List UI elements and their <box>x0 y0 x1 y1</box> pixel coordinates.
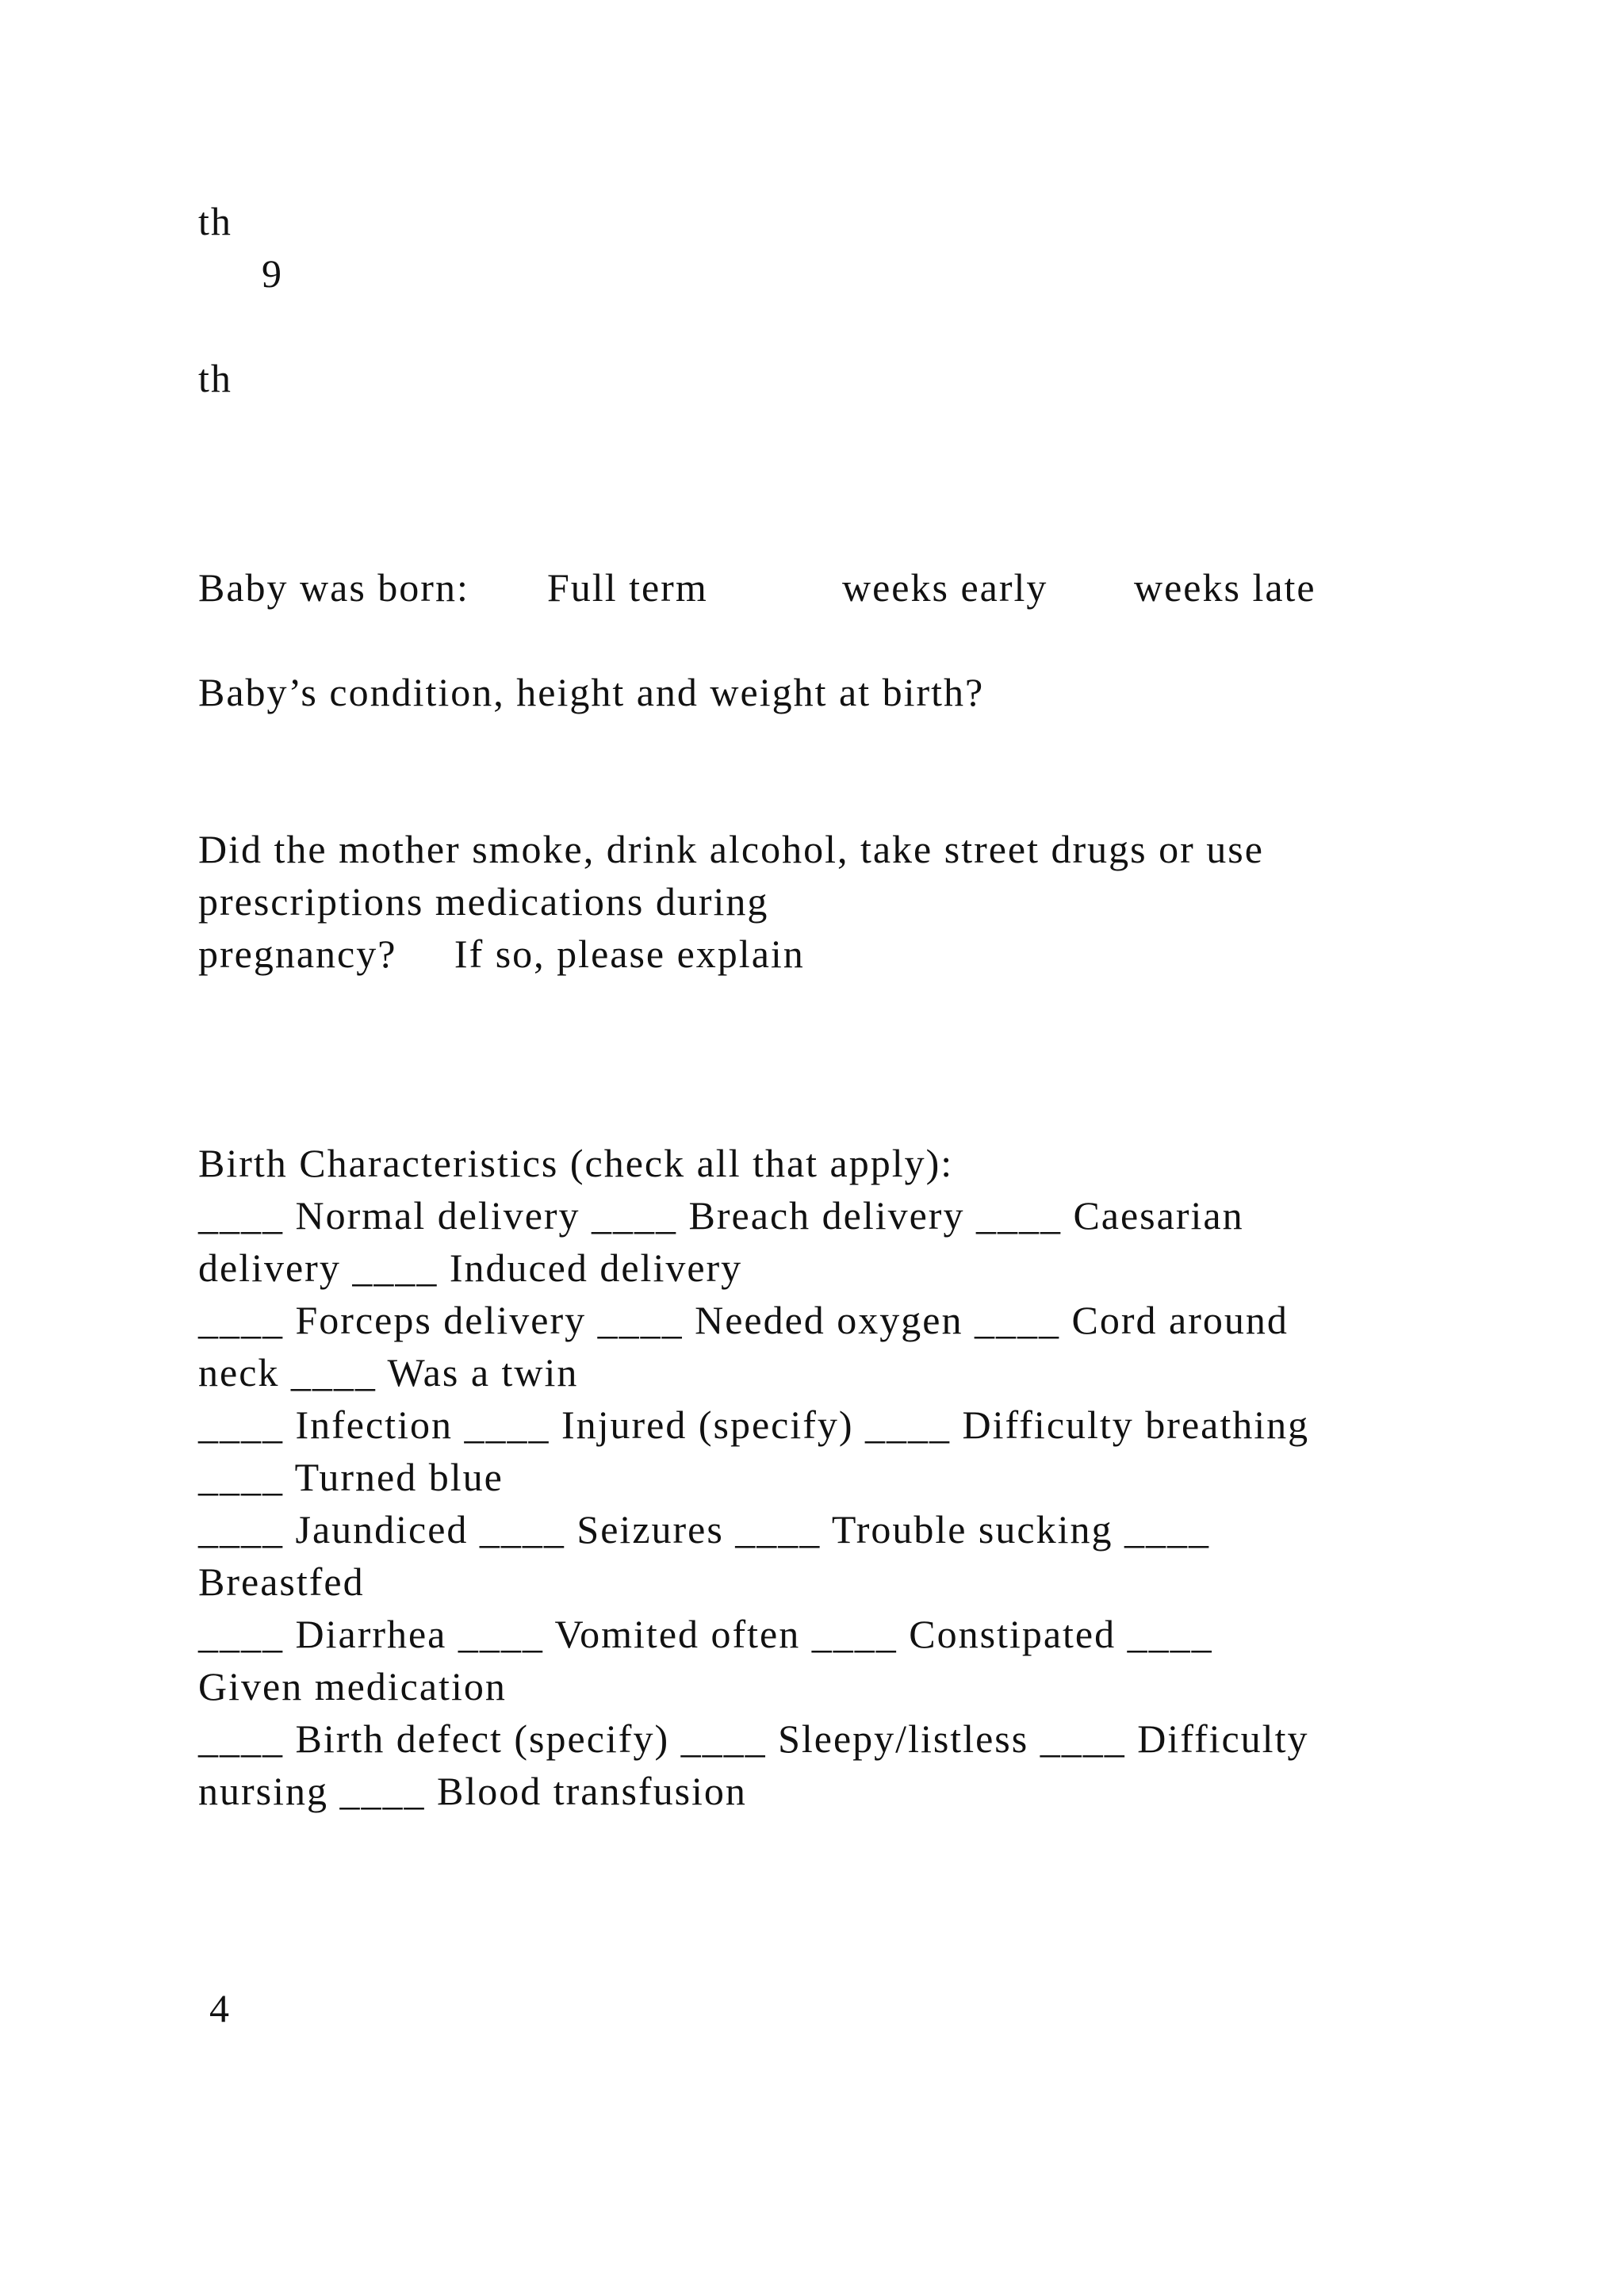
birth-characteristics-line: ____ Diarrhea ____ Vomited often ____ Constipated ____ <box>198 1612 1213 1656</box>
born-option-full-term: Full term <box>547 565 708 610</box>
mother-question-line-1: Did the mother smoke, drink alcohol, take street drugs or use <box>198 827 1264 871</box>
ordinal-fragment-9: 9 <box>262 251 283 296</box>
mother-question-line-3: pregnancy? If so, please explain <box>198 932 805 976</box>
birth-characteristics-line: ____ Forceps delivery ____ Needed oxygen ____ Cord around <box>198 1298 1289 1342</box>
birth-characteristics-line: ____ Turned blue <box>198 1455 504 1499</box>
mother-question-line-2: prescriptions medications during <box>198 879 769 924</box>
birth-characteristics-line: neck ____ Was a twin <box>198 1350 579 1395</box>
ordinal-fragment-th-2: th <box>198 356 232 400</box>
birth-characteristics-line: ____ Birth defect (specify) ____ Sleepy/listless ____ Difficulty <box>198 1716 1309 1761</box>
born-option-weeks-late: weeks late <box>1134 565 1316 610</box>
birth-characteristics-line: ____ Infection ____ Injured (specify) ____ Difficulty breathing <box>198 1402 1310 1447</box>
birth-characteristics-heading: Birth Characteristics (check all that apply): <box>198 1141 954 1185</box>
birth-characteristics-line: Breastfed <box>198 1559 365 1604</box>
birth-characteristics-line: Given medication <box>198 1664 507 1709</box>
born-label: Baby was born: <box>198 565 469 610</box>
birth-characteristics-line: ____ Normal delivery ____ Breach delivery ____ Caesarian <box>198 1193 1244 1238</box>
born-option-weeks-early: weeks early <box>842 565 1048 610</box>
condition-question: Baby’s condition, height and weight at birth? <box>198 670 985 714</box>
birth-characteristics-line: nursing ____ Blood transfusion <box>198 1769 747 1813</box>
ordinal-fragment-th: th <box>198 199 232 243</box>
birth-characteristics-line: delivery ____ Induced delivery <box>198 1246 743 1290</box>
page-number: 4 <box>209 1986 231 2030</box>
birth-characteristics-line: ____ Jaundiced ____ Seizures ____ Trouble sucking ____ <box>198 1507 1210 1552</box>
